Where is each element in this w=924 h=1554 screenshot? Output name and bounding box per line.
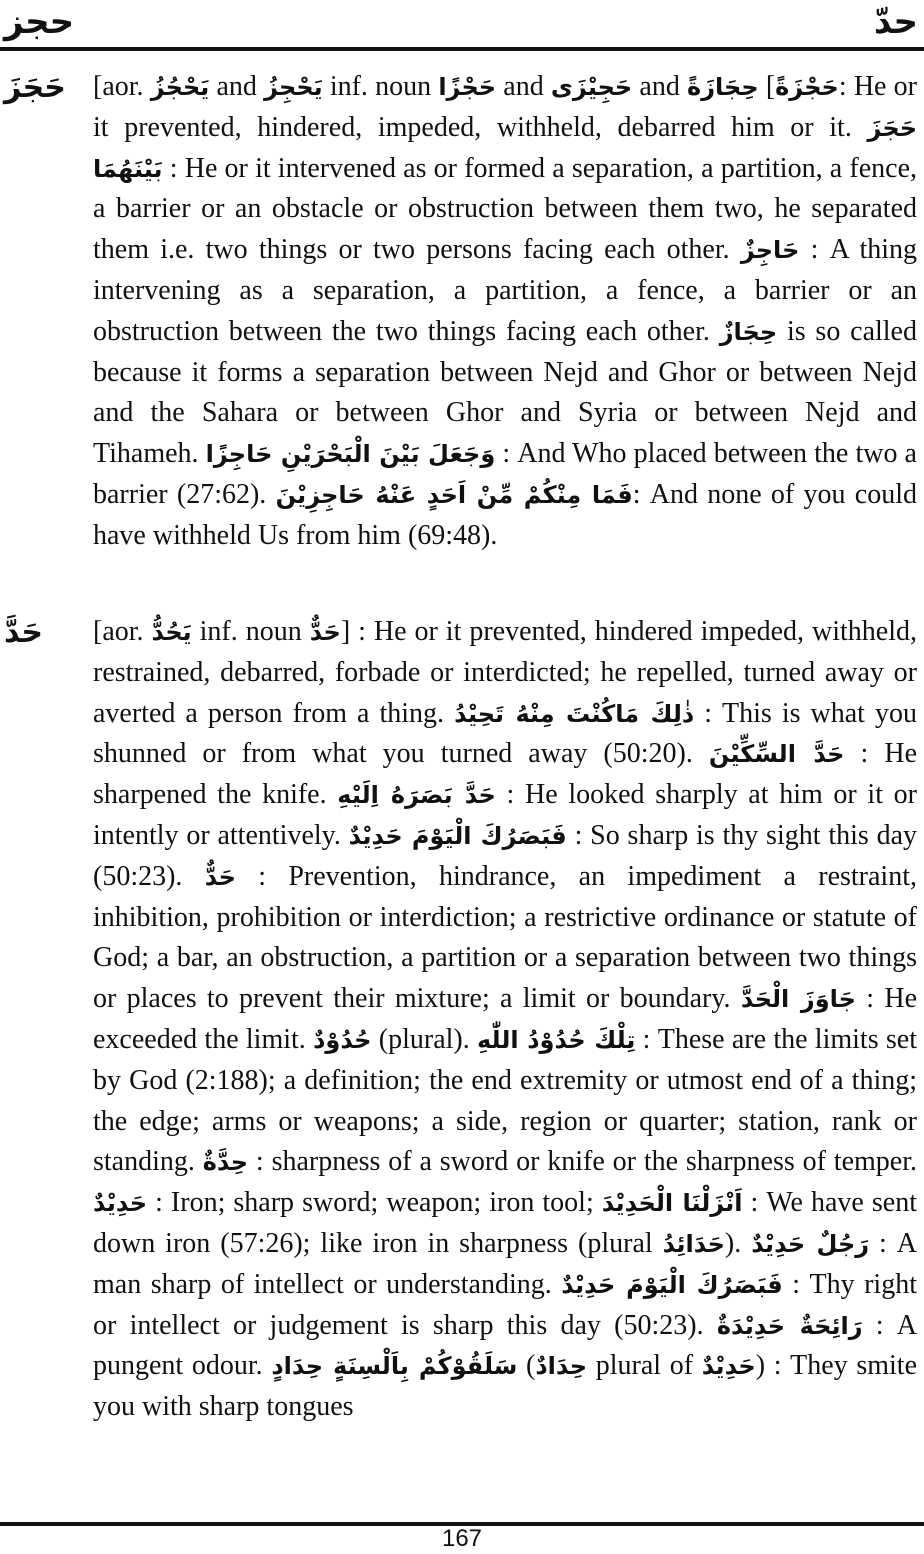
entry-text-segment: ) : They smite you with sharp tongues — [93, 1350, 918, 1423]
entry-text-segment: : He exceeded the limit. — [93, 983, 917, 1055]
arabic-term: تِلْكَ حُدُوْدُ اللّٰهِ — [477, 1025, 636, 1054]
arabic-term: فَبَصَرُكَ الْيَوْمَ حَدِيْدٌ — [348, 821, 567, 850]
entry-text-segment: : Prevention, hindrance, an impediment a restraint, inhibition, prohibition or interdiction; a restrictive ordinance or statute of God; a bar, an obstruction, a partition or a separation between two things or places to prevent their mixture; a limit or boundary. — [93, 860, 917, 1015]
entry-text-segment: : Iron; sharp sword; weapon; iron tool; — [147, 1187, 602, 1219]
arabic-term: فَبَصَرُكَ الْيَوْمَ حَدِيْدٌ — [561, 1270, 783, 1299]
arabic-term: حَجِيْزَى — [550, 73, 633, 101]
entry-text-segment: : A pungent odour. — [93, 1309, 918, 1382]
arabic-term: حَجْزَةً — [775, 73, 839, 101]
entry-text-segment: and — [632, 71, 688, 102]
arabic-term: حَاجِزٌ — [740, 236, 800, 265]
entry-text-segment: : We have sent down iron (57:26); like iron in sharpness (plural — [93, 1187, 918, 1259]
arabic-term: حِدَادٌ — [535, 1352, 588, 1381]
page-header — [0, 0, 924, 52]
arabic-term: حَدٌّ — [309, 618, 341, 646]
entry-text-segment: ] : He or it prevented, hindered impeded, withheld, restrained, debarred, forbade or interdicted; he repelled, turned away or averted a person from a thing. — [93, 616, 917, 729]
arabic-term: اَنْزَلْنَا الْحَدِيْدَ — [601, 1189, 743, 1218]
page-number: 167 — [441, 1525, 483, 1552]
arabic-term: سَلَقُوْكُمْ بِاَلْسِنَةٍ حِدَادٍ — [271, 1352, 518, 1381]
arabic-term: حُدُوْدٌ — [313, 1025, 372, 1054]
entry-text — [93, 612, 917, 1428]
entry-headword: حَجَزَ — [4, 70, 66, 105]
arabic-term: حَدٌّ — [204, 862, 236, 891]
entry-text-segment: : He or it prevented, hindered, impeded, withheld, debarred him or it. — [93, 71, 917, 143]
entry-text-segment: : A man sharp of intellect or understanding. — [93, 1227, 918, 1300]
header-right-word: حدّ — [873, 2, 918, 42]
arabic-term: رَائِحَةٌ حَدِيْدَةٌ — [716, 1311, 863, 1340]
arabic-term: جَاوَزَ الْحَدَّ — [740, 985, 856, 1014]
entry-text-segment: : A thing intervening as a separation, a partition, a fence, a barrier or an obstruction between the two things facing each other. — [93, 234, 918, 347]
entry-text-segment: and — [209, 71, 265, 102]
arabic-term: حَدِيْدٌ — [701, 1352, 756, 1381]
entry-text-segment: inf. noun — [191, 616, 310, 647]
entry-text-segment: : sharpness of a sword or knife or the sharpness of temper. — [248, 1146, 917, 1178]
arabic-term: حَجَزَ بَيْنَهُمَا — [93, 113, 917, 183]
entry-headword: حَدَّ — [4, 615, 43, 650]
entry-text-segment: [aor. — [93, 616, 152, 647]
arabic-term: فَمَا مِنْكُمْ مِّنْ اَحَدٍ عَنْهُ حَاجِزِيْنَ — [275, 480, 633, 509]
arabic-term: يَحْجِزُ — [264, 73, 323, 101]
arabic-term: حَدَائِدُ — [662, 1229, 725, 1258]
entry-text-segment: plural of — [587, 1350, 702, 1382]
entry-text-segment: : He sharpened the knife. — [93, 738, 918, 811]
entry-text-segment: : He or it intervened as or formed a separation, a partition, a fence, a barrier or an obstacle or obstruction between them two, he separated them i.e. two things or two persons facing each other. — [93, 152, 917, 266]
entry-text-segment: [aor. — [93, 71, 151, 102]
entry-text-segment: : Thy right or intellect or judgement is sharp this day (50:23). — [93, 1268, 917, 1341]
header-left-word: حجز — [4, 2, 75, 42]
entry-text-segment: [ — [758, 71, 776, 102]
arabic-term: رَجُلٌ حَدِيْدٌ — [751, 1229, 870, 1258]
entry-text-segment: : This is what you shunned or from what you turned away (50:20). — [93, 697, 917, 770]
arabic-term: ذٰلِكَ مَاكُنْتَ مِنْهُ تَحِيْدُ — [454, 699, 695, 728]
entry-text-segment: : He looked sharply at him or it or intently or attentively. — [93, 779, 917, 851]
entry-text-segment: ( — [517, 1350, 536, 1382]
arabic-term: حَدَّ السِّكِّيْنَ — [708, 740, 845, 769]
arabic-term: حَدَّ بَصَرَهُ اِلَيْهِ — [337, 781, 496, 810]
arabic-term: يَحْجُزُ — [150, 73, 210, 101]
entry-text-segment: : So sharp is thy sight this day (50:23). — [93, 819, 918, 892]
entry-text-segment: and — [496, 71, 551, 102]
arabic-term: حَدِيْدٌ — [93, 1189, 148, 1218]
entry-text-segment: ). — [724, 1227, 752, 1259]
entry-text-segment: inf. noun — [322, 71, 439, 102]
arabic-term: حِجَازٌ — [719, 317, 778, 346]
entry-text-segment: (plural). — [371, 1023, 477, 1055]
entry-text — [93, 67, 917, 557]
entry-text-segment: : These are the limits set by God (2:188); a definition; the end extremity or utmost end of a thing; the edge; arms or weapons; a side, region or quarter; station, rank or standing. — [93, 1023, 917, 1178]
entry-text-segment: : And none of you could have withheld Us from him (69:48). — [93, 478, 917, 551]
entry-text-segment: : And Who placed between the two a barrier (27:62). — [93, 438, 917, 510]
arabic-term: حِجَازَةً — [687, 73, 759, 101]
arabic-term: حَجْزًا — [438, 73, 497, 101]
header-rule — [0, 47, 924, 51]
arabic-term: وَجَعَلَ بَيْنَ الْبَحْرَيْنِ حَاجِزًا — [205, 440, 496, 469]
entry-text-segment: is so called because it forms a separation between Nejd and Ghor or between Nejd and the Sahara or between Ghor and Syria or between Nejd and Tihameh. — [93, 315, 917, 470]
arabic-term: يَحُدُّ — [151, 618, 192, 646]
arabic-term: حِدَّةٌ — [202, 1148, 249, 1177]
